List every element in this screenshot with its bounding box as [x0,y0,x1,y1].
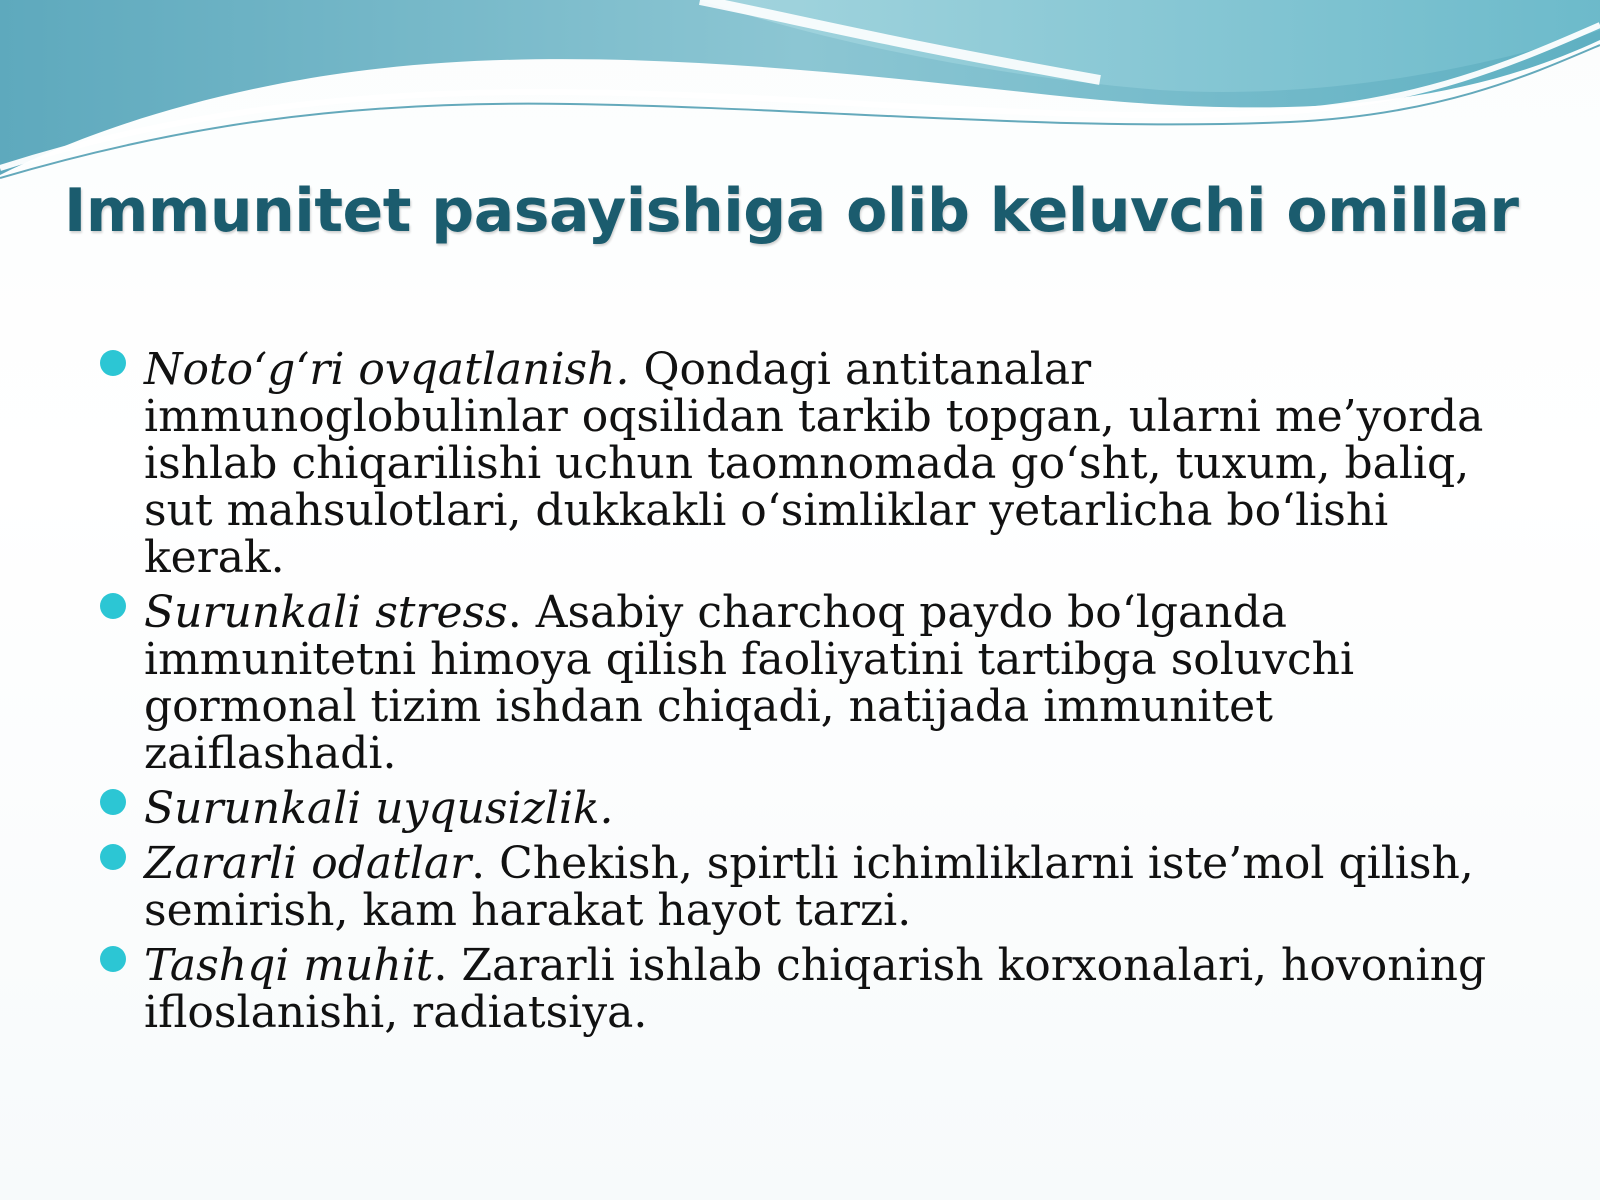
bullet-item-environment [100,942,1500,1036]
bullet-dot-icon [100,844,126,870]
slide-title: Immunitet pasayishiga olib keluvchi omillar [64,176,1519,246]
bullet-item-chronic-insomnia [100,785,1500,832]
bullet-term: Zararli odatlar [144,838,472,889]
bullet-list [100,346,1500,1044]
bullet-dot-icon [100,593,126,619]
bullet-item-bad-habits [100,840,1500,934]
bullet-term: Noto‘g‘ri ovqatlanish. [144,344,630,395]
bullet-term: Surunkali stress [144,587,508,638]
bullet-term: Tashqi muhit [144,940,434,991]
bullet-dot-icon [100,789,126,815]
bullet-text: . Zararli ishlab chiqarish korxonalari, hovoning ifloslanishi, radiatsiya. [144,940,1487,1038]
bullet-item-chronic-stress [100,589,1500,777]
bullet-dot-icon [100,350,126,376]
bullet-dot-icon [100,946,126,972]
header-wave-decoration [0,0,1600,190]
bullet-item-poor-nutrition [100,346,1500,581]
bullet-text: . Chekish, spirtli ichimliklarni iste’mol qilish, semirish, kam harakat hayot tarzi. [144,838,1474,936]
bullet-term: Surunkali uyqusizlik. [144,783,614,834]
bullet-text: Qondagi antitanalar immunoglobulinlar oqsilidan tarkib topgan, ularni me’yorda ishlab chiqarilishi uchun taomnomada go‘sht, tuxum, baliq, sut mahsulotlari, dukkakli o‘simliklar yetarlicha bo‘lishi kerak. [144,344,1484,583]
bullet-text: . Asabiy charchoq paydo bo‘lganda immunitetni himoya qilish faoliyatini tartibga soluvchi gormonal tizim ishdan chiqadi, natijada immunitet zaiflashadi. [144,587,1355,779]
